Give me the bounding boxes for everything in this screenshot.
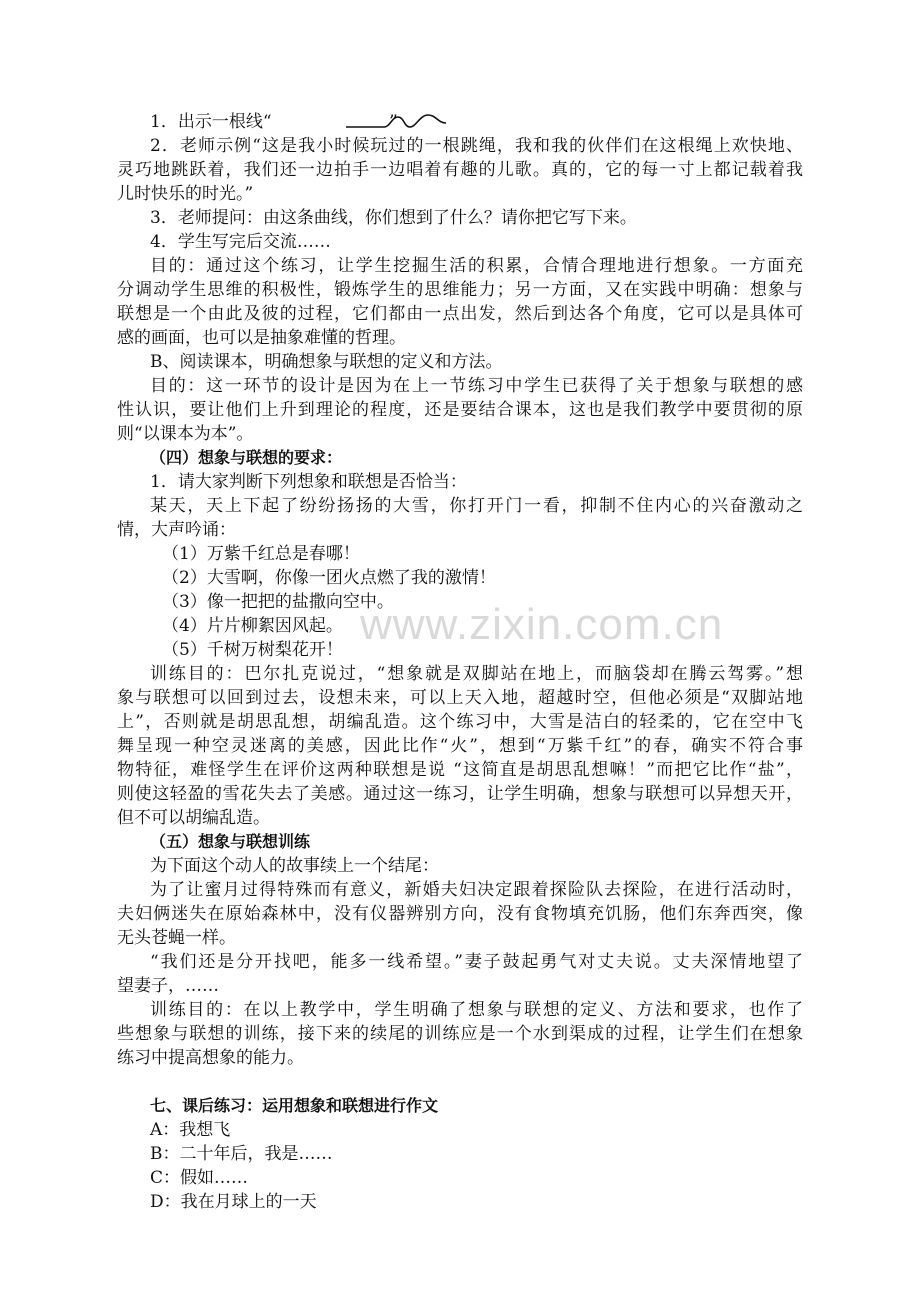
- text-line: 性认识，要让他们上升到理论的程度，还是要结合课本，这也是我们教学中要贯彻的原: [117, 400, 803, 420]
- text-line: 望妻子，……: [117, 976, 219, 996]
- text-line: “我们还是分开找吧，能多一线希望。”妻子鼓起勇气对丈夫说。丈夫深情地望了: [150, 952, 803, 972]
- text-line: 练习中提高想象的能力。: [117, 1048, 304, 1068]
- text-line: 为下面这个动人的故事续上一个结尾：: [150, 856, 439, 876]
- list-item: （4）片片柳絮因风起。: [162, 616, 343, 636]
- text-line: 联想是一个由此及彼的过程，它们都由一点出发，然后到达各个角度，它可以是具体可: [117, 304, 803, 324]
- text-line: 但不可以胡编乱造。: [117, 808, 270, 828]
- list-item: D：我在月球上的一天: [150, 1192, 317, 1212]
- text-line: 无头苍蝇一样。: [117, 928, 236, 948]
- text-line: 上”，否则就是胡思乱想，胡编乱造。这个练习中，大雪是洁白的轻柔的，它在空中飞: [117, 712, 803, 732]
- text-line: 目的：通过这个练习，让学生挖掘生活的积累，合情合理地进行想象。一方面充: [150, 256, 803, 276]
- list-item: （3）像一把把的盐撒向空中。: [162, 592, 394, 612]
- section-heading: （四）想象与联想的要求：: [150, 448, 343, 467]
- list-item: （2）大雪啊，你像一团火点燃了我的激情！: [162, 568, 496, 588]
- section-heading: 七、课后练习：运用想象和联想进行作文: [150, 1096, 439, 1115]
- text-line: 训练目的：巴尔扎克说过，“想象就是双脚站在地上，而脑袋却在腾云驾雾。”想: [150, 664, 803, 684]
- text-line: B、阅读课本，明确想象与联想的定义和方法。: [150, 352, 503, 372]
- text-line: 些想象与联想的训练，接下来的续尾的训练应是一个水到渠成的过程，让学生们在想象: [117, 1024, 803, 1044]
- text-line: 物特征，难怪学生在评价这两种联想是说 “这简直是胡思乱想嘛！”而把它比作“盐”，: [117, 760, 803, 780]
- text-line: 训练目的：在以上教学中，学生明确了想象与联想的定义、方法和要求，也作了: [150, 1000, 803, 1020]
- text-line: 儿时快乐的时光。”: [117, 184, 254, 204]
- text-line: 夫妇俩迷失在原始森林中，没有仪器辨别方向，没有食物填充饥肠，他们东奔西突，像: [117, 904, 803, 924]
- text-line: 为了让蜜月过得特殊而有意义，新婚夫妇决定跟着探险队去探险，在进行活动时，: [150, 880, 803, 900]
- text-line: 分调动学生思维的积极性，锻炼学生的思维能力；另一方面，又在实践中明确：想象与: [117, 280, 803, 300]
- text-line: 则“以课本为本”。: [117, 424, 254, 444]
- list-item: A：我想飞: [150, 1120, 231, 1140]
- text-line: 4．学生写完后交流……: [150, 232, 331, 252]
- text-line: 情，大声吟诵：: [117, 520, 236, 540]
- wavy-line-drawing: [346, 111, 456, 131]
- text-line: 某天，天上下起了纷纷扬扬的大雪，你打开门一看，抑制不住内心的兴奋激动之: [150, 496, 803, 516]
- text-line: 1．出示一根线“ ”: [150, 112, 398, 132]
- text-line: 2．老师示例“这是我小时候玩过的一根跳绳，我和我的伙伴们在这根绳上欢快地、: [150, 136, 803, 156]
- text-line: 则使这轻盈的雪花失去了美感。通过这一练习，让学生明确，想象与联想可以异想天开，: [117, 784, 803, 804]
- text-line: 舞呈现一种空灵迷离的美感，因此比作“火”，想到“万紫千红”的春，确实不符合事: [117, 736, 803, 756]
- text-line: 象与联想可以回到过去，设想未来，可以上天入地，超越时空，但他必须是“双脚站地: [117, 688, 803, 708]
- list-item: （1）万紫千红总是春哪！: [162, 544, 360, 564]
- text-line: 灵巧地跳跃着，我们还一边拍手一边唱着有趣的儿歌。真的，它的每一寸上都记载着我: [117, 160, 803, 180]
- list-item: B：二十年后，我是……: [150, 1144, 333, 1164]
- watermark: www.zixin.com.cn: [360, 600, 724, 649]
- section-heading: （五）想象与联想训练: [150, 832, 311, 851]
- text-line: 目的：这一环节的设计是因为在上一节练习中学生已获得了关于想象与联想的感: [150, 376, 803, 396]
- text-line: 1．请大家判断下列想象和联想是否恰当：: [150, 472, 467, 492]
- list-item: （5）千树万树梨花开！: [162, 640, 343, 660]
- text-line: 感的画面，也可以是抽象难懂的哲理。: [117, 328, 406, 348]
- list-item: C：假如……: [150, 1168, 249, 1188]
- text-line: 3．老师提问：由这条曲线，你们想到了什么？请你把它写下来。: [150, 208, 637, 228]
